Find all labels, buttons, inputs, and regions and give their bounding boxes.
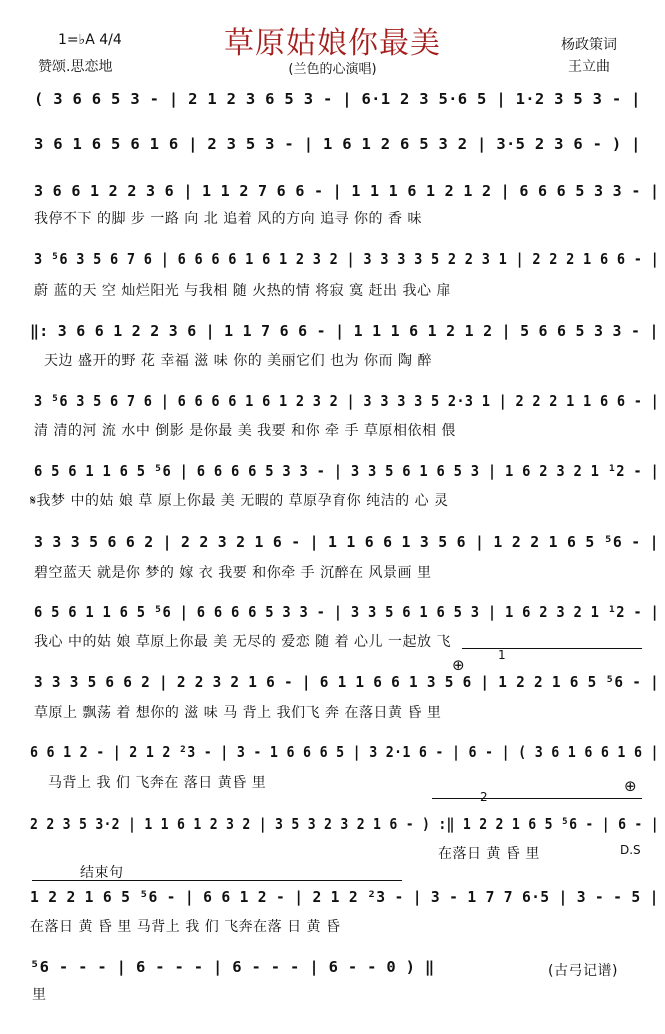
notation-row: 6 5 6 1 1 6 5 ⁵6 | 6 6 6 6 5 3 3 - | 3 3 5 6 1 6 5 3 | 1 6 2 3 2 1 ¹2 - | [34, 603, 660, 621]
first-ending-bracket [462, 648, 642, 649]
coda-label: 结束句 [80, 865, 124, 881]
notation-row: ⁵6 - - - | 6 - - - | 6 - - - | 6 - - 0 ) ‖ [30, 958, 435, 976]
song-title: 草原姑娘你最美 [224, 26, 441, 61]
lyric-line: 天边 盛开的野 花 幸福 滋 味 你的 美丽它们 也为 你而 陶 醉 [44, 353, 432, 369]
lyric-line: 在落日 黄 昏 里 马背上 我 们 飞奔在落 日 黄 昏 [30, 919, 341, 935]
lyricist: 杨政策词 [561, 37, 617, 53]
notation-row: 6 6 1 2 - | 2 1 2 ²3 - | 3 - 1 6 6 6 5 | 3 2·1 6 - | 6 - | ( 3 6 1 6 6 1 6 | [30, 743, 659, 761]
ending-number: 1 [498, 648, 506, 662]
lyric-line: 在落日 黄 昏 里 [438, 846, 540, 862]
notation-row: 3 6 1 6 5 6 1 6 | 2 3 5 3 - | 1 6 1 2 6 5 3 2 | 3·5 2 3 6 - ) | [34, 135, 641, 153]
second-ending-bracket [432, 798, 642, 799]
uploader: 赞颂.思恋地 [38, 59, 113, 75]
song-subtitle: (兰色的心演唱) [288, 62, 377, 77]
lyric-line: 马背上 我 们 飞奔在 落日 黄昏 里 [48, 775, 267, 791]
lyric-line: 清 清的河 流 水中 倒影 是你最 美 我要 和你 牵 手 草原相依相 偎 [34, 423, 456, 439]
lyric-line: 草原上 飘荡 着 想你的 滋 味 马 背上 我们飞 奔 在落日黄 昏 里 [34, 705, 442, 721]
lyric-line: 𝄋我梦 中的姑 娘 草 原上你最 美 无暇的 草原孕育你 纯洁的 心 灵 [30, 493, 449, 509]
lyric-line: 我停不下 的脚 步 一路 向 北 追着 风的方向 追寻 你的 香 味 [34, 211, 422, 227]
dal-segno-mark: D.S [620, 843, 641, 857]
notation-row: ‖: 3 6 6 1 2 2 3 6 | 1 1 7 6 6 - | 1 1 1 6 1 2 1 2 | 5 6 6 5 3 3 - | [30, 322, 659, 340]
lyric-line: 里 [32, 987, 47, 1003]
notation-row: 1 2 2 1 6 5 ⁵6 - | 6 6 1 2 - | 2 1 2 ²3 - | 3 - 1 7 7 6·5 | 3 - - 5 | [30, 888, 659, 906]
notation-source: (古弓记谱) [548, 963, 618, 979]
notation-row: 3 6 6 1 2 2 3 6 | 1 1 2 7 6 6 - | 1 1 1 6 1 2 1 2 | 6 6 6 5 3 3 - | [34, 182, 660, 200]
notation-row: 2 2 3 5 3·2 | 1 1 6 1 2 3 2 | 3 5 3 2 3 2 1 6 - ) :‖ 1 2 2 1 6 5 ⁵6 - | 6 - | [30, 815, 659, 833]
coda-sign-icon: ⊕ [624, 777, 637, 795]
lyric-line: 碧空蓝天 就是你 梦的 嫁 衣 我要 和你牵 手 沉醉在 风景画 里 [34, 565, 432, 581]
key-signature: 1=♭A 4/4 [58, 32, 122, 48]
lyric-line: 我心 中的姑 娘 草原上你最 美 无尽的 爱恋 随 着 心儿 一起放 飞 [34, 634, 451, 650]
notation-row: 3 3 3 5 6 6 2 | 2 2 3 2 1 6 - | 6 1 1 6 6 1 3 5 6 | 1 2 2 1 6 5 ⁵6 - | [34, 673, 660, 691]
ending-number: 2 [480, 790, 488, 804]
lyric-line: 蔚 蓝的天 空 灿烂阳光 与我相 随 火热的情 将寂 寞 赶出 我心 扉 [34, 283, 451, 299]
notation-row: 6 5 6 1 1 6 5 ⁵6 | 6 6 6 6 5 3 3 - | 3 3 5 6 1 6 5 3 | 1 6 2 3 2 1 ¹2 - | [34, 462, 660, 480]
composer: 王立曲 [568, 59, 610, 75]
notation-row: 3 ⁵6 3 5 6 7 6 | 6 6 6 6 1 6 1 2 3 2 | 3 3 3 3 5 2·3 1 | 2 2 2 1 1 6 6 - | [34, 392, 660, 410]
notation-row: 3 ⁵6 3 5 6 7 6 | 6 6 6 6 1 6 1 2 3 2 | 3 3 3 3 5 2 2 3 1 | 2 2 2 1 6 6 - | [34, 250, 660, 268]
notation-row: ( 3 6 6 5 3 - | 2 1 2 3 6 5 3 - | 6·1 2 3 5·6 5 | 1·2 3 5 3 - | [34, 90, 641, 108]
notation-row: 3 3 3 5 6 6 2 | 2 2 3 2 1 6 - | 1 1 6 6 1 3 5 6 | 1 2 2 1 6 5 ⁵6 - | [34, 533, 659, 551]
coda-sign-icon: ⊕ [452, 656, 465, 674]
